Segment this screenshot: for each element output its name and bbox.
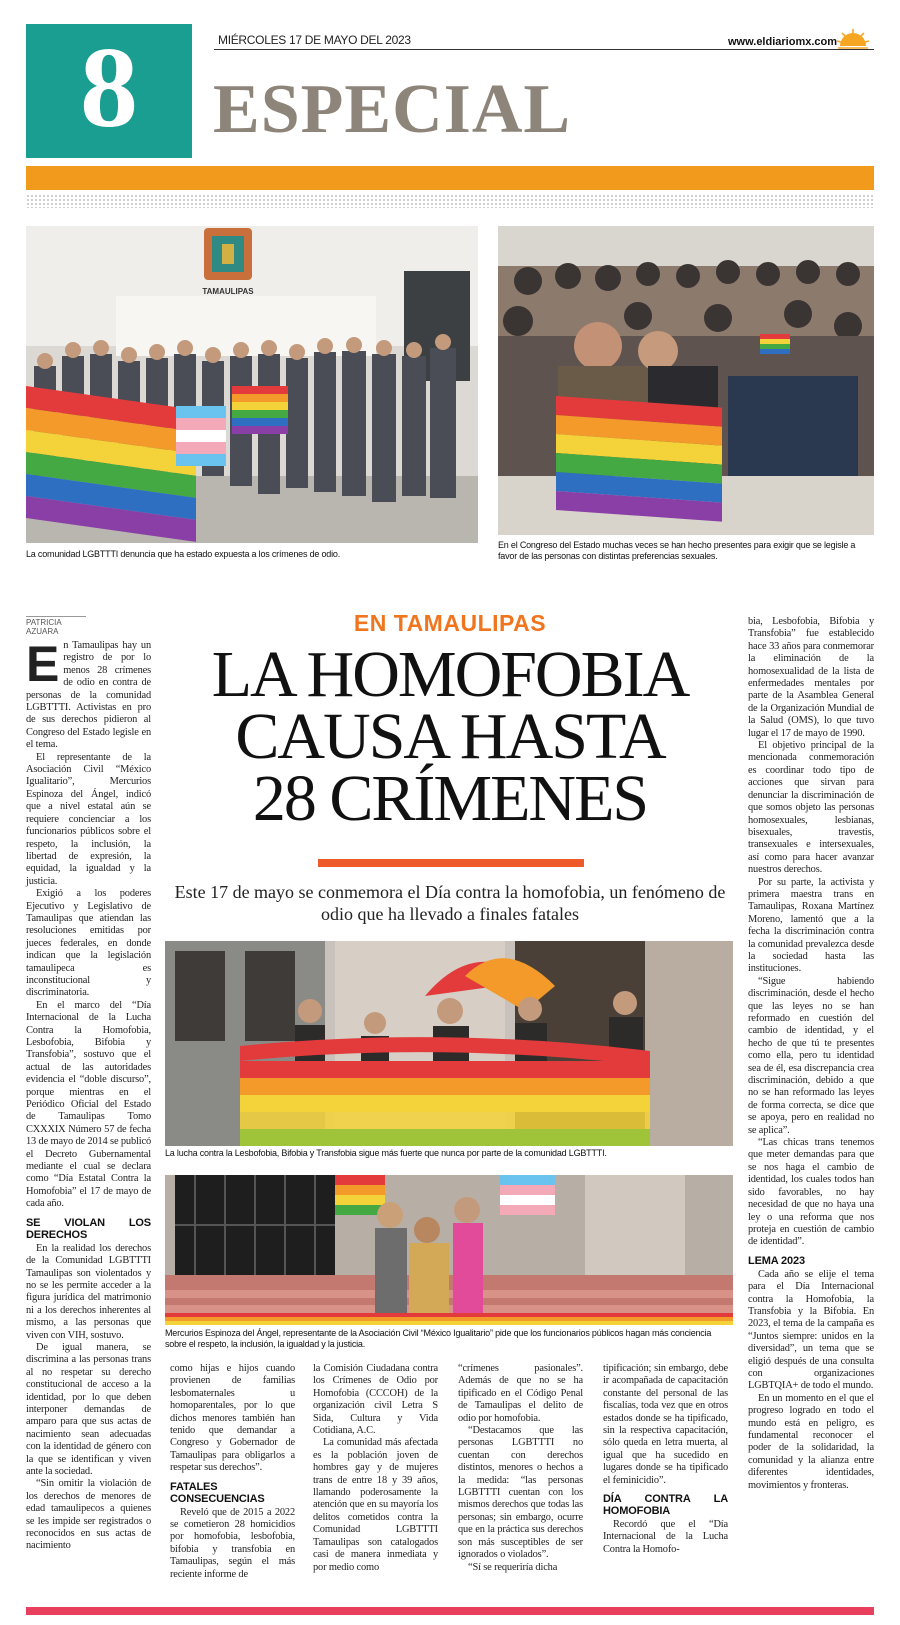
tamaulipas-sign: TAMAULIPAS xyxy=(202,287,254,296)
paragraph: Reveló que de 2015 a 2022 se cometieron 28 homicidios por homofobia, lesbofobia, bifobia y transfobia en Tamaulipas, según el más reciente informe de xyxy=(170,1506,295,1580)
column-5 xyxy=(603,1363,728,1556)
subtitle-day-against: DÍA CONTRA LA HOMOFOBIA xyxy=(603,1493,728,1518)
paragraph: Recordó que el “Día Internacional de la Lucha Contra la Homofo- xyxy=(603,1519,728,1555)
column-1 xyxy=(26,636,151,1553)
photo1-caption: La comunidad LGBTTTI denuncia que ha estado expuesta a los crímenes de odio. xyxy=(26,549,341,559)
photo-rainbow-flag-group xyxy=(165,941,733,1146)
photo4-caption: Mercurios Espinoza del Ángel, representante de la Asociación Civil “México Igualitario” pide que los funcionarios públicos hagan más conciencia sobre el respeto, la inclusión, la igualdad y la justicia. xyxy=(165,1328,712,1349)
paragraph: n Tamaulipas hay un registro de por lo menos 28 crímenes de odio en contra de personas de la comunidad LGBTTTI. Activistas en pro de sus derechos pidieron al Congreso del Estado legisle en el tema. xyxy=(26,640,151,751)
paragraph: De igual manera, se discrimina a las personas trans al no respetar su derecho constitucional de acceso a la identidad, por lo que deben interponer demandas de amparo para que sus actas de nacimiento sean adecuadas con la identidad de género con la que se identifican y viven ante la sociedad. xyxy=(26,1341,151,1477)
headline xyxy=(165,638,735,835)
subtitle-violations: SE VIOLAN LOS DERECHOS xyxy=(26,1216,151,1241)
headline-rule xyxy=(318,859,584,867)
column-2 xyxy=(170,1363,295,1581)
state-shield-icon xyxy=(204,228,252,280)
paragraph: “Sigue habiendo discriminación, desde el hecho que las leyes no se han reformado en cuestión del cambio de identidad, y el hecho de que tú te presentes como ella, pero tu identidad sea de él, esa discrepancia crea discriminación, debido a que no se han reformado las leyes de forma correcta, se dice que se apoya, pero en realidad no se aplica”. xyxy=(748,975,874,1136)
website-link[interactable]: www.eldiariomx.com xyxy=(728,36,838,48)
headline-line: LA HOMOFOBIA xyxy=(211,638,689,711)
paragraph: “Sí se requeriría dicha xyxy=(468,1561,558,1573)
paragraph: como hijas e hijos cuando provienen de familias lesbomaternales u homoparentales, por lo que dichos menores también han tenido que demandar a Congreso y Gobernador de Tamaulipas para obligarlos a respetar sus derechos”. xyxy=(170,1363,295,1474)
kicker: EN TAMAULIPAS xyxy=(353,610,547,636)
photo2-caption: En el Congreso del Estado muchas veces se han hecho presentes para exigir que se legisle a favor de las personas con distintas preferencias sexuales. xyxy=(498,540,856,561)
paragraph: tipificación; sin embargo, debe ir acompañada de capacitación constante del personal de las fiscalías, toda vez que en otros estados donde se ha tipificado, sin la respectiva capacitación, sólo queda en letra muerta, al igual que ha sucedido en lugares donde se ha tipificado el feminicidio”. xyxy=(603,1363,728,1486)
paragraph: Por su parte, la activista y primera maestra trans en Tamaulipas, Roxana Martínez Moreno, lamentó que a la fecha la discriminación contra la comunidad prevalezca desde la sociedad hasta las instituciones. xyxy=(748,876,874,975)
photo-group-tamaulipas xyxy=(26,226,478,543)
paragraph: bia, Lesbofobia, Bifobia y Transfobia” fue establecido hace 33 años para conmemorar la eliminación de la homosexualidad de la lista de enfermedades mentales por parte de la Asamblea General de la Organización Mundial de la Salud (OMS), lo que tuvo lugar el 17 de mayo de 1990. xyxy=(748,616,874,739)
section-title: ESPECIAL xyxy=(213,71,572,148)
subtitle-consequences: FATALES CONSECUENCIAS xyxy=(170,1480,265,1505)
column-3 xyxy=(313,1363,438,1574)
headline-line: CAUSA HASTA xyxy=(235,700,665,773)
paragraph: Exigió a los poderes Ejecutivo y Legislativo de Tamaulipas que atiendan las resoluciones emitidas por jueces federales, en donde indican que la legislación tamaulipeca es inconstitucional y discriminatoria. xyxy=(26,888,151,999)
paragraph: En la realidad los derechos de la Comunidad LGBTTTI Tamaulipas son violentados y no se les permite acceder a la figura jurídica del matrimonio ni a los derechos inherentes al mismo, a las personas que viven con VIH, sostuvo. xyxy=(26,1242,151,1341)
column-4 xyxy=(458,1363,583,1574)
headline-line: 28 CRÍMENES xyxy=(252,762,648,835)
paragraph: “Las chicas trans tenemos que meter demandas para que se nos haga el cambio de identidad, los cuales todos han sido favorables, no hay necesidad de que no haya una ley o una reforma que nos proteja en cuestión de cambio de identidad”. xyxy=(748,1137,874,1248)
subtitle-motto: LEMA 2023 xyxy=(748,1254,805,1267)
dotted-band xyxy=(26,194,874,208)
column-6 xyxy=(748,616,874,1492)
bottom-bar xyxy=(26,1607,874,1615)
paragraph: la Comisión Ciudadana contra los Crímenes de Odio por Homofobia (CCCOH) de la organización civil Letra S Sida, Cultura y Vida Cotidiana, A.C. xyxy=(313,1363,438,1437)
paragraph: “Sin omitir la violación de los derechos de menores de edad tamaulipecos a quienes se les impide ser registrados o reconocidos en sus actas de nacimiento xyxy=(26,1478,151,1552)
paragraph: El representante de la Asociación Civil “México Igualitario”, Mercurios Espinoza del Ángel, indicó que a nivel estatal aún se requiere concienciar a los funcionarios públicos sobre el respeto, la inclusión, la libertad de expresión, la equidad, la igualdad y la justicia. xyxy=(26,751,151,887)
photo3-caption: La lucha contra la Lesbofobia, Bifobia y Transfobia sigue más fuerte que nunca por parte de la comunidad LGBTTTI. xyxy=(165,1148,607,1158)
page-number: 8 xyxy=(80,24,138,152)
issue-date: MIÉRCOLES 17 DE MAYO DEL 2023 xyxy=(218,33,411,47)
orange-banner xyxy=(26,166,874,190)
paragraph: “Destacamos que las personas LGBTTTI no cuentan con derechos distintos, menores o hechos a la medida: “las personas LGBTTTI cuentan con los mismos derechos que todas las personas; sin embargo, ocurre que en la práctica sus derechos son más susceptibles de ser ignorados o violados”. xyxy=(458,1425,583,1561)
photo-congress-audience xyxy=(498,226,874,535)
photo-three-activists xyxy=(165,1175,733,1325)
paragraph: La comunidad más afectada es la población joven de hombres gay y de mujeres trans de entre 18 y 39 años, llamando poderosamente la atención que en su mayoría los delitos cometidos contra la Comunidad LGBTTTI Tamaulipas son catalogados casi de manera inmediata y por medio como xyxy=(313,1437,438,1573)
byline: PATRICIA AZUARA xyxy=(26,616,86,636)
drop-cap: E xyxy=(26,636,60,692)
sun-logo-icon xyxy=(836,28,870,50)
subheadline: Este 17 de mayo se conmemora el Día contra la homofobia, un fenómeno de odio que ha llevado a finales fatales xyxy=(174,882,726,924)
paragraph: Cada año se elije el tema para el Día Internacional contra la Homofobia, la Transfobia y la Bifobia. En 2023, el tema de la campaña es “Juntos siempre: unidos en la diversidad”, un tema que se eligió después de una consulta con organizaciones LGBTQIA+ de todo el mundo. xyxy=(748,1268,874,1392)
paragraph: En un momento en el que el progreso logrado en todo el mundo está en peligro, es fundamental reconocer el poder de la solidaridad, la comunidad y la alianza entre diferentes identidades, movimientos y fronteras. xyxy=(748,1392,874,1491)
header-rule xyxy=(214,49,874,50)
paragraph: En el marco del “Día Internacional de la Lucha Contra la Homofobia, Lesbofobia, Bifobia y Transfobia”, sostuvo que el actual de las autoridades evidencia el “doble discurso”, porque mientras en el Periódico Oficial del Estado de Tamaulipas Tomo CXXXIX Número 57 de fecha 13 de mayo de 2014 se publicó el Decreto Gubernamental mediante el cual se declara como “Día Estatal Contra la Homofobia” el 17 de mayo de cada año. xyxy=(26,999,151,1210)
paragraph: “crímenes pasionales”. Además de que no se ha tipificado en el Código Penal de Tamaulipas el delito de odio por homofobia. xyxy=(458,1363,583,1424)
paragraph: El objetivo principal de la mencionada conmemoración es coordinar todo tipo de acciones que sirvan para denunciar la discriminación de que somos objeto las personas homosexuales, lesbianas, bisexuales, travestis, transexuales e intersexuales, así como para hacer avanzar nuestros derechos. xyxy=(748,740,874,876)
